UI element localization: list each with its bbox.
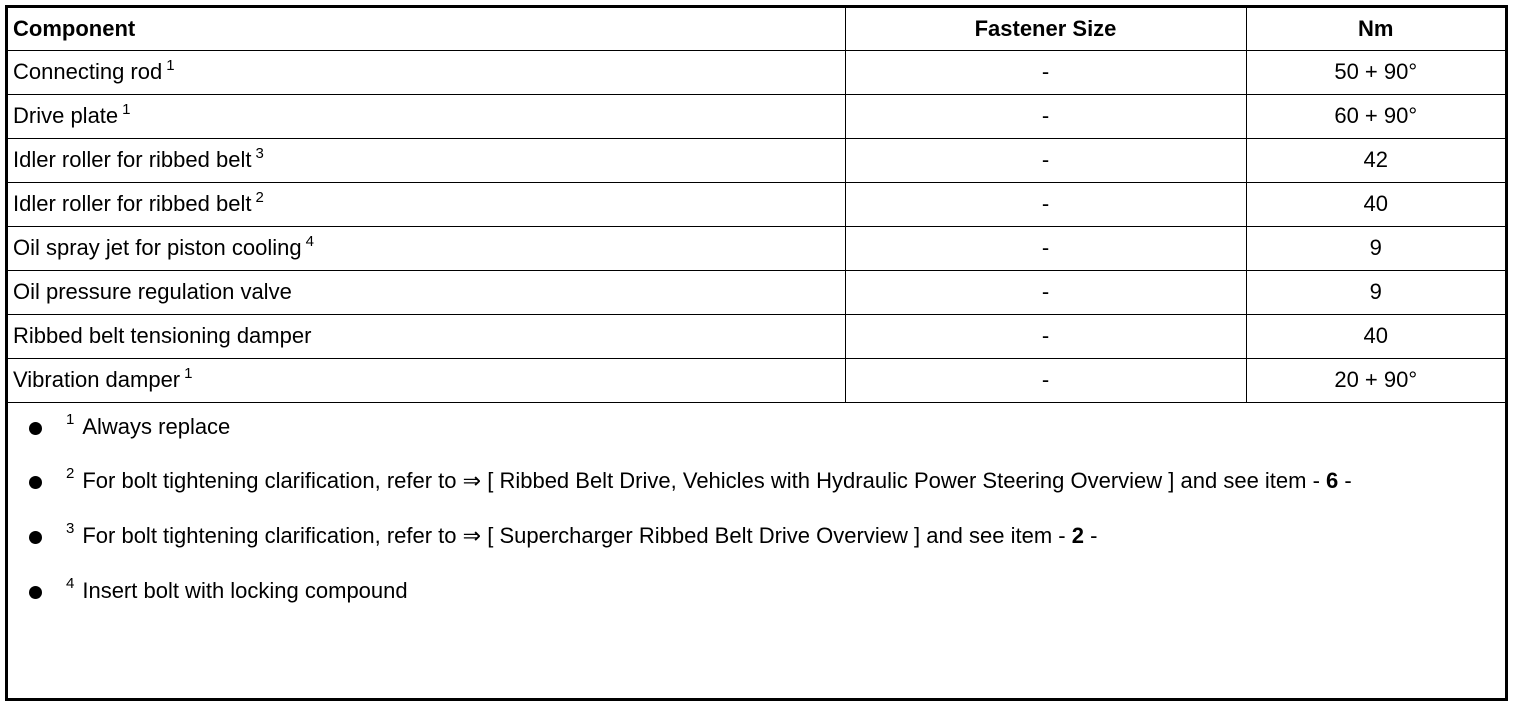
bullet-icon	[29, 531, 42, 544]
footnote-text-after: and see item -	[926, 522, 1066, 548]
fastener-size-cell: -	[845, 226, 1246, 270]
table-row	[8, 138, 1505, 182]
header-nm: Nm	[1246, 8, 1505, 50]
header-component: Component	[8, 8, 845, 50]
component-cell	[8, 358, 845, 402]
arrow-right-icon: ⇒	[462, 468, 482, 494]
component-cell	[8, 94, 845, 138]
bullet-icon	[29, 586, 42, 599]
table-row	[8, 270, 1505, 314]
item-number: 6	[1326, 467, 1339, 493]
component-cell	[8, 50, 845, 94]
footnote-number: 4	[66, 574, 75, 592]
torque-cell: 50 + 90°	[1246, 50, 1505, 94]
component-cell	[8, 270, 845, 314]
torque-cell: 9	[1246, 226, 1505, 270]
header-fastener-size: Fastener Size	[845, 8, 1246, 50]
component-name: Connecting rod	[13, 59, 163, 84]
footnote-mark: 1	[122, 101, 131, 118]
footnote-tail: -	[1344, 467, 1352, 493]
torque-cell: 60 + 90°	[1246, 94, 1505, 138]
torque-spec-table	[8, 8, 1505, 403]
component-name: Drive plate	[13, 103, 119, 128]
torque-cell: 20 + 90°	[1246, 358, 1505, 402]
item-number: 2	[1071, 522, 1084, 548]
component-name: Oil spray jet for piston cooling	[13, 235, 302, 260]
footnote-mark: 1	[166, 57, 175, 74]
reference-link[interactable]: [ Supercharger Ribbed Belt Drive Overview ]	[487, 522, 921, 548]
footnote-item	[8, 465, 1505, 497]
fastener-size-cell: -	[845, 182, 1246, 226]
component-cell	[8, 226, 845, 270]
table-row	[8, 358, 1505, 402]
footnote-number: 2	[66, 464, 75, 482]
footnote-text: For bolt tightening clarification, refer to	[82, 467, 457, 493]
fastener-size-cell: -	[845, 94, 1246, 138]
torque-cell: 40	[1246, 182, 1505, 226]
fastener-size-cell: -	[845, 138, 1246, 182]
torque-cell: 9	[1246, 270, 1505, 314]
footnote-tail: -	[1090, 522, 1098, 548]
footnote-mark: 2	[255, 189, 264, 206]
component-cell	[8, 182, 845, 226]
torque-cell: 42	[1246, 138, 1505, 182]
component-name: Ribbed belt tensioning damper	[13, 323, 312, 348]
footnote-text: For bolt tightening clarification, refer to	[82, 522, 457, 548]
bullet-icon	[29, 422, 42, 435]
component-name: Vibration damper	[13, 367, 181, 392]
arrow-right-icon: ⇒	[462, 523, 482, 549]
footnote-item	[8, 520, 1505, 552]
fastener-size-cell: -	[845, 314, 1246, 358]
torque-cell: 40	[1246, 314, 1505, 358]
component-name: Oil pressure regulation valve	[13, 279, 292, 304]
bullet-icon	[29, 476, 42, 489]
table-row	[8, 182, 1505, 226]
footnote-text-after: and see item -	[1180, 467, 1320, 493]
table-row	[8, 94, 1505, 138]
table-row	[8, 314, 1505, 358]
fastener-size-cell: -	[845, 358, 1246, 402]
footnote-number: 1	[66, 410, 75, 428]
component-cell	[8, 314, 845, 358]
footnote-mark: 1	[184, 365, 193, 382]
footnote-number: 3	[66, 519, 75, 537]
component-name: Idler roller for ribbed belt	[13, 147, 252, 172]
table-header-row	[8, 8, 1505, 50]
fastener-size-cell: -	[845, 50, 1246, 94]
table-row	[8, 50, 1505, 94]
footnote-mark: 3	[255, 145, 264, 162]
footnote-item	[8, 411, 1505, 442]
component-name: Idler roller for ribbed belt	[13, 191, 252, 216]
component-cell	[8, 138, 845, 182]
fastener-size-cell: -	[845, 270, 1246, 314]
footnote-item	[8, 575, 1505, 606]
footnote-text: Insert bolt with locking compound	[82, 577, 408, 603]
footnote-mark: 4	[305, 233, 314, 250]
footnotes-list	[8, 403, 1505, 606]
reference-link[interactable]: [ Ribbed Belt Drive, Vehicles with Hydraulic Power Steering Overview ]	[487, 467, 1175, 493]
document-frame	[5, 5, 1508, 701]
table-row	[8, 226, 1505, 270]
footnote-text: Always replace	[82, 413, 231, 439]
